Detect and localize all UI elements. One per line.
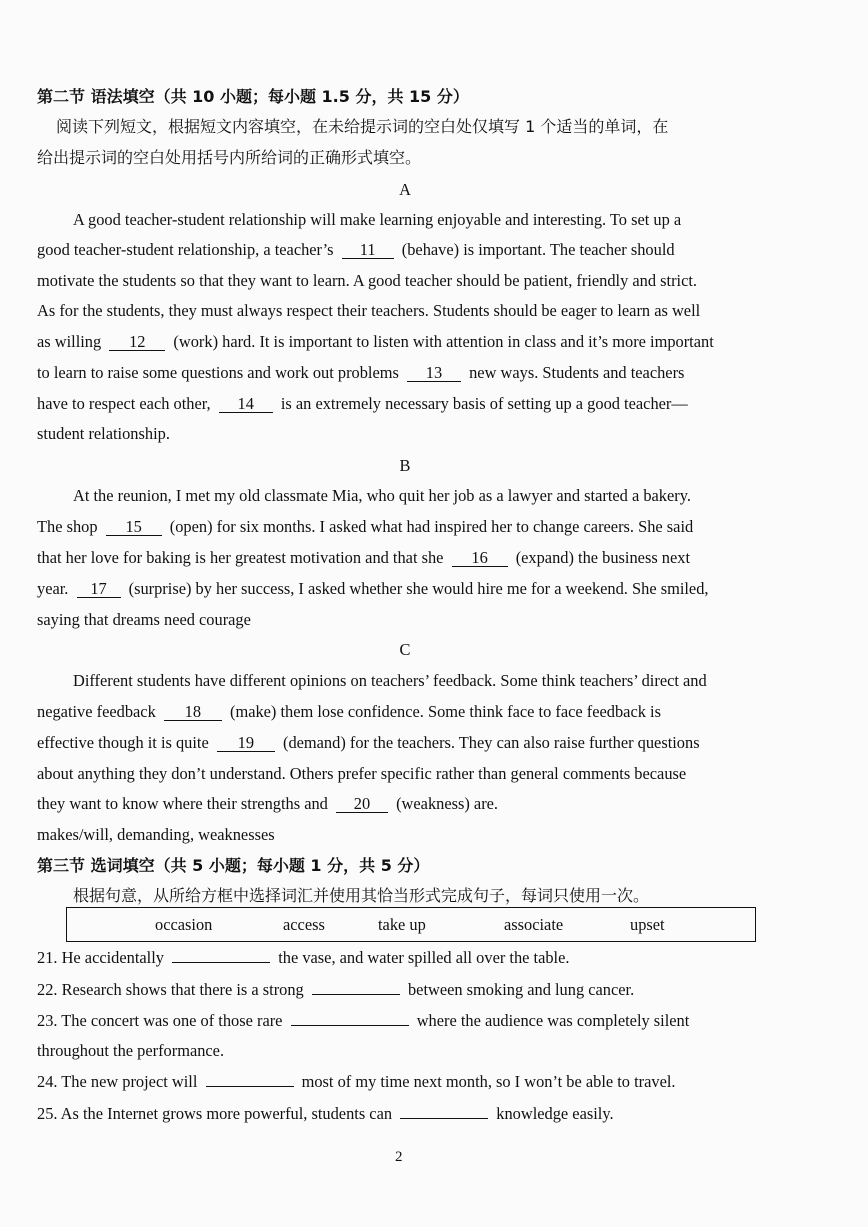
question-21 bbox=[37, 948, 569, 968]
blank-24[interactable] bbox=[206, 1086, 294, 1087]
passage-c-text: (demand) for the teachers. They can also raise further questions bbox=[282, 733, 700, 752]
blank-16[interactable]: 16 bbox=[452, 549, 508, 567]
passage-b-line3 bbox=[37, 548, 690, 568]
blank-13[interactable]: 13 bbox=[407, 364, 461, 382]
passage-a-title: A bbox=[399, 180, 411, 199]
word-bank-item: take up bbox=[378, 915, 426, 934]
passage-b-text: year. bbox=[37, 579, 69, 598]
passage-b-line5: saying that dreams need courage bbox=[37, 610, 251, 629]
passage-a-line2 bbox=[37, 240, 675, 260]
section3-heading: 第三节 选词填空（共 5 小题；每小题 1 分，共 5 分） bbox=[37, 856, 430, 875]
blank-14[interactable]: 14 bbox=[219, 395, 273, 413]
section3-instructions: 根据句意，从所给方框中选择词汇并使用其恰当形式完成句子，每词只使用一次。 bbox=[73, 886, 650, 905]
blank-23[interactable] bbox=[291, 1025, 409, 1026]
question-text: 23. The concert was one of those rare bbox=[37, 1011, 283, 1030]
blank-22[interactable] bbox=[312, 994, 400, 995]
passage-b-title: B bbox=[399, 456, 411, 475]
word-bank-item: upset bbox=[630, 915, 665, 934]
passage-a-line8: student relationship. bbox=[37, 424, 170, 443]
question-24 bbox=[37, 1072, 676, 1092]
passage-c-line2 bbox=[37, 702, 661, 722]
passage-b-text: that her love for baking is her greatest motivation and that she bbox=[37, 548, 444, 567]
passage-a-text: to learn to raise some questions and work out problems bbox=[37, 363, 399, 382]
blank-20[interactable]: 20 bbox=[336, 795, 388, 813]
passage-c-line3 bbox=[37, 733, 700, 753]
word-bank-box bbox=[66, 907, 756, 942]
passage-c-text: (weakness) are. bbox=[396, 794, 499, 813]
blank-25[interactable] bbox=[400, 1118, 488, 1119]
question-text: knowledge easily. bbox=[496, 1104, 614, 1123]
passage-c-line4: about anything they don’t understand. Others prefer specific rather than general comments because bbox=[37, 764, 687, 783]
passage-a-text: as willing bbox=[37, 332, 102, 351]
blank-18[interactable]: 18 bbox=[164, 703, 222, 721]
section2-heading: 第二节 语法填空（共 10 小题；每小题 1.5 分，共 15 分） bbox=[37, 87, 469, 106]
blank-11[interactable]: 11 bbox=[342, 241, 394, 259]
page-number: 2 bbox=[395, 1149, 403, 1165]
passage-b-text: (open) for six months. I asked what had inspired her to change careers. She said bbox=[169, 517, 694, 536]
word-bank-item: associate bbox=[504, 915, 564, 934]
passage-b-text: (surprise) by her success, I asked whether she would hire me for a weekend. She smiled, bbox=[128, 579, 709, 598]
question-22 bbox=[37, 980, 634, 1000]
passage-c-text: (make) them lose confidence. Some think face to face feedback is bbox=[229, 702, 661, 721]
passage-c-line5 bbox=[37, 794, 498, 814]
passage-a-line5 bbox=[37, 332, 714, 352]
question-25 bbox=[37, 1104, 614, 1124]
passage-a-line6 bbox=[37, 363, 684, 383]
passage-a-text: is an extremely necessary basis of setting up a good teacher— bbox=[280, 394, 688, 413]
question-text: between smoking and lung cancer. bbox=[407, 980, 635, 999]
handwritten-answers: makes/will, demanding, weaknesses bbox=[37, 825, 275, 844]
blank-17[interactable]: 17 bbox=[77, 580, 121, 598]
passage-c-text: effective though it is quite bbox=[37, 733, 209, 752]
passage-b-text: (expand) the business next bbox=[515, 548, 691, 567]
question-text: where the audience was completely silent bbox=[416, 1011, 690, 1030]
question-text: the vase, and water spilled all over the table. bbox=[278, 948, 570, 967]
passage-b-line2 bbox=[37, 517, 693, 537]
question-text: 25. As the Internet grows more powerful, students can bbox=[37, 1104, 393, 1123]
passage-c-text: they want to know where their strengths and bbox=[37, 794, 328, 813]
question-text: 22. Research shows that there is a strong bbox=[37, 980, 304, 999]
passage-a-line4: As for the students, they must always respect their teachers. Students should be eager to learn as well bbox=[37, 301, 701, 320]
section2-instructions-line1: 阅读下列短文，根据短文内容填空，在未给提示词的空白处仅填写 1 个适当的单词，在 bbox=[56, 117, 669, 136]
question-23 bbox=[37, 1011, 689, 1031]
passage-c-title: C bbox=[399, 640, 411, 659]
passage-b-text: The shop bbox=[37, 517, 98, 536]
passage-b-line1: At the reunion, I met my old classmate Mia, who quit her job as a lawyer and started a bakery. bbox=[73, 486, 691, 505]
blank-12[interactable]: 12 bbox=[109, 333, 165, 351]
passage-a-line7 bbox=[37, 394, 688, 414]
passage-c-text: negative feedback bbox=[37, 702, 156, 721]
question-text: most of my time next month, so I won’t be able to travel. bbox=[301, 1072, 676, 1091]
passage-a-text: (behave) is important. The teacher should bbox=[401, 240, 675, 259]
blank-21[interactable] bbox=[172, 962, 270, 963]
section2-instructions-line2: 给出提示词的空白处用括号内所给词的正确形式填空。 bbox=[37, 148, 422, 167]
word-bank-item: occasion bbox=[155, 915, 213, 934]
blank-15[interactable]: 15 bbox=[106, 518, 162, 536]
passage-b-line4 bbox=[37, 579, 709, 599]
word-bank-item: access bbox=[283, 915, 325, 934]
passage-a-line3: motivate the students so that they want to learn. A good teacher should be patient, friendly and strict. bbox=[37, 271, 698, 290]
passage-a-line1: A good teacher-student relationship will make learning enjoyable and interesting. To set up a bbox=[73, 210, 682, 229]
question-text: 21. He accidentally bbox=[37, 948, 164, 967]
passage-c-line1: Different students have different opinions on teachers’ feedback. Some think teachers’ direct and bbox=[73, 671, 707, 690]
blank-19[interactable]: 19 bbox=[217, 734, 275, 752]
question-text: 24. The new project will bbox=[37, 1072, 198, 1091]
passage-a-text: new ways. Students and teachers bbox=[469, 363, 685, 382]
passage-a-text: (work) hard. It is important to listen with attention in class and it’s more important bbox=[173, 332, 714, 351]
passage-a-text: good teacher-student relationship, a teacher’s bbox=[37, 240, 334, 259]
passage-a-text: have to respect each other, bbox=[37, 394, 211, 413]
question-23-cont: throughout the performance. bbox=[37, 1041, 225, 1060]
